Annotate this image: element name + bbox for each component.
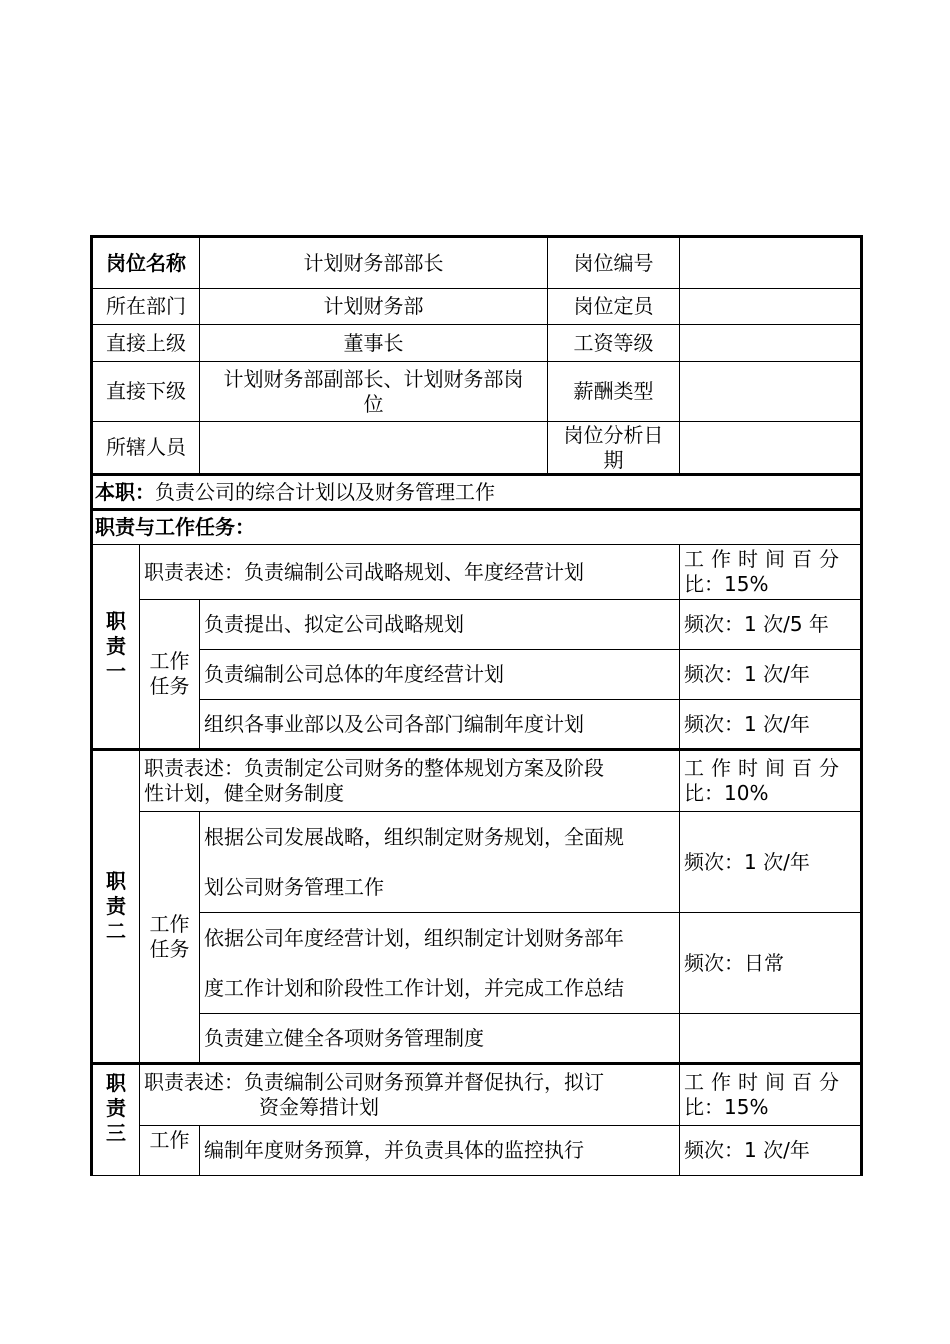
department-value: 计划财务部 [200,289,548,325]
direct-subordinates-line1: 计划财务部副部长、计划财务部岗 [223,366,524,391]
duty-2-task-row [92,913,862,1014]
main-duty-text: 负责公司的综合计划以及财务管理工作 [155,479,495,504]
duty-2-task-1-frequency: 频次：1 次/年 [680,812,862,913]
duty-2-label-char: 职 [106,869,126,893]
job-description-sheet [90,235,860,1176]
info-row-staff [92,422,862,475]
main-duty-cell [92,475,862,510]
info-row-position-name [92,237,862,289]
duty-1-task-row [92,700,862,750]
duty-2-time-percent-line1: 工作时间百分 [684,756,846,780]
duty-1-task-2: 负责编制公司总体的年度经营计划 [200,650,680,700]
duty-1-task-label [140,600,200,750]
duty-2-description [140,750,680,812]
duties-heading-row [92,510,862,545]
duty-2-description-line2: 性计划，健全财务制度 [144,781,344,805]
duty-1-label [92,545,140,750]
duty-1-description-row [92,545,862,600]
duty-1-time-percent-line1: 工作时间百分 [684,547,846,571]
duty-1-task-1-frequency: 频次：1 次/5 年 [680,600,862,650]
analysis-date-label-line2: 期 [603,447,624,472]
duty-2-task-2-line1: 依据公司年度经营计划，组织制定计划财务部年 [204,926,624,950]
duty-2-task-2 [200,913,680,1014]
direct-subordinates-line2: 位 [363,391,384,416]
duty-1-description-label: 职责表述： [144,559,244,584]
info-row-subordinates [92,362,862,422]
duty-2-task-3-frequency [680,1014,862,1064]
duty-2-label-char: 责 [106,894,126,918]
duty-3-description-row [92,1064,862,1126]
duty-2-description-row [92,750,862,812]
headcount-label: 岗位定员 [548,289,680,325]
duty-3-task-1-frequency: 频次：1 次/年 [680,1126,862,1176]
info-row-superior [92,325,862,362]
duty-2-description-line1: 负责制定公司财务的整体规划方案及阶段 [244,756,604,780]
duty-2-task-2-line2: 度工作计划和阶段性工作计划，并完成工作总结 [204,976,624,1000]
duty-1-description [140,545,680,600]
duty-3-time-percent-line2: 比：15% [684,1095,769,1119]
main-duty-row [92,475,862,510]
position-name-label: 岗位名称 [92,237,200,289]
duty-1-label-char: 责 [106,634,126,658]
duty-3-description-label: 职责表述： [144,1070,244,1094]
headcount-value [680,289,862,325]
duty-1-task-2-frequency: 频次：1 次/年 [680,650,862,700]
pay-type-label: 薪酬类型 [548,362,680,422]
duties-heading: 职责与工作任务： [92,510,862,545]
duty-2-task-label-line: 工作 [149,912,190,936]
duty-1-label-char: 一 [106,659,126,683]
duty-1-task-row [92,600,862,650]
duty-1-task-row [92,650,862,700]
duty-2-label [92,750,140,1064]
duty-2-task-label-line: 任务 [149,937,190,961]
duty-1-description-text: 负责编制公司战略规划、年度经营计划 [244,559,584,584]
direct-superior-label: 直接上级 [92,325,200,362]
duty-2-task-1-line1: 根据公司发展战略，组织制定财务规划，全面规 [204,825,624,849]
duty-2-task-1 [200,812,680,913]
duty-2-task-2-frequency: 频次：日常 [680,913,862,1014]
duty-3-label-char: 三 [106,1121,126,1145]
duty-1-task-3-frequency: 频次：1 次/年 [680,700,862,750]
info-row-department [92,289,862,325]
position-number-value [680,237,862,289]
duty-1-task-label-line: 任务 [149,674,190,698]
direct-subordinates-label: 直接下级 [92,362,200,422]
staff-label: 所辖人员 [92,422,200,475]
duty-1-label-char: 职 [106,609,126,633]
duty-3-description [140,1064,680,1126]
duty-2-task-row [92,1014,862,1064]
duty-2-time-percent-line2: 比：10% [684,781,769,805]
duty-3-task-label: 工作 [140,1126,200,1176]
duty-3-task-1: 编制年度财务预算，并负责具体的监控执行 [200,1126,680,1176]
duty-2-task-1-line2: 划公司财务管理工作 [204,875,384,899]
position-name-value: 计划财务部部长 [200,237,548,289]
duty-3-description-line1: 负责编制公司财务预算并督促执行，拟订 [244,1070,604,1094]
position-number-label: 岗位编号 [548,237,680,289]
duty-2-description-label: 职责表述： [144,756,244,780]
duty-1-task-1: 负责提出、拟定公司战略规划 [200,600,680,650]
duty-2-time-percent [680,750,862,812]
duty-1-task-label-line: 工作 [149,649,190,673]
duty-3-time-percent [680,1064,862,1126]
duty-2-task-label [140,812,200,1064]
duty-3-task-row [92,1126,862,1176]
salary-grade-label: 工资等级 [548,325,680,362]
duty-2-label-char: 二 [106,919,126,943]
pay-type-value [680,362,862,422]
job-description-table [90,235,863,1176]
duty-1-time-percent [680,545,862,600]
duty-3-description-line2: 资金筹措计划 [259,1095,379,1119]
staff-value [200,422,548,475]
department-label: 所在部门 [92,289,200,325]
direct-superior-value: 董事长 [200,325,548,362]
duty-2-task-row [92,812,862,913]
analysis-date-label [548,422,680,475]
duty-1-task-3: 组织各事业部以及公司各部门编制年度计划 [200,700,680,750]
duty-2-task-3: 负责建立健全各项财务管理制度 [200,1014,680,1064]
analysis-date-label-line1: 岗位分析日 [563,422,664,447]
duty-3-time-percent-line1: 工作时间百分 [684,1070,846,1094]
direct-subordinates-value [200,362,548,422]
duty-3-label-char: 职 [106,1071,126,1095]
duty-3-label [92,1064,140,1176]
salary-grade-value [680,325,862,362]
analysis-date-value [680,422,862,475]
duty-1-time-percent-line2: 比：15% [684,572,769,596]
main-duty-label: 本职： [95,479,155,504]
duty-3-label-char: 责 [106,1096,126,1120]
